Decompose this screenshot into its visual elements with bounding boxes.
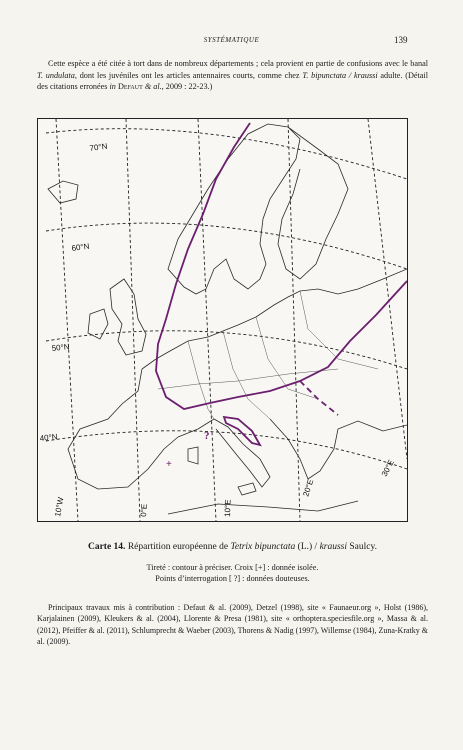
legend-line-2: Points d’interrogation [ ?] : données douteuses. [155,574,310,583]
references-paragraph [37,602,428,648]
running-title: SYSTÉMATIQUE [203,36,260,44]
lon-line-10w [56,119,78,521]
range-dashed-line [300,381,338,415]
range-italy [224,417,260,445]
caption-text-2: (L.) / [295,542,320,552]
africa-coast [168,501,358,514]
intro-text-2: , dont les juvéniles ont les articles antennaires courts, comme chez [74,70,303,80]
caption-author: Saulcy. [347,542,378,552]
caption-text-1: Répartition européenne de [125,542,231,552]
graticule [46,119,407,521]
finland-coast [278,127,348,279]
intro-text-3: adulte. (Détail des citations erronées [37,70,428,92]
lat-label-60: 60°N [71,241,90,253]
page-number: 139 [394,35,408,45]
intro-etal: & al. [144,82,162,92]
iceland-coast [48,181,78,203]
range-outline [156,123,407,445]
lat-label-70: 70°N [89,141,108,153]
coastlines [48,124,407,514]
distribution-map [37,118,408,522]
range-main-line [156,123,407,409]
intro-text-1: Cette espèce a été citée à tort dans de nombreux départements ; cela provient en partie de confusions avec le banal [48,59,428,68]
border-2 [223,331,270,419]
lat-line-40 [46,431,407,469]
intro-text-4: , 2009 : 22-23.) [161,82,213,92]
britain-coast [110,279,146,355]
sicily-coast [238,483,256,495]
legend-line-1: Tireté : contour à préciser. Croix [+] : donnée isolée. [146,563,319,572]
lat-line-50 [46,331,407,369]
lat-line-70 [46,129,407,179]
intro-in: in [109,82,116,92]
lon-label-10w: 10°W [53,496,66,518]
corsica-coast [188,447,198,464]
intro-author: Defaut [117,82,143,92]
lon-line-10e [198,119,216,521]
border-5 [158,369,338,389]
lon-line-20e [288,119,300,521]
lon-label-0e: 0°E [139,503,149,518]
lat-line-60 [46,223,407,269]
references-text: Principaux travaux mis à contribution : Defaut & al. (2009), Detzel (1998), site « Faunaeur.org », Holst (1986), Karjalainen (2009), Kleukers & al. (2004), Llorente & Presa (1981), site « orthoptera.speciesfile.org », Massa & al. (2012), Pfeiffer & al. (2011), Schlumprecht & Waeber (2003), Thorens & Nadig (1997), Willemse (1984), Zuna-Kratky & al. (2009). [37,603,428,647]
doubtful-marker: ? [204,430,210,442]
lon-label-20e: 20°E [301,478,316,498]
scandinavia-coast [168,124,300,294]
species-undulata: T. undulata [37,70,75,80]
border-3 [256,317,318,399]
lon-label-30e: 30°E [379,458,396,478]
caption-label: Carte 14. [87,542,126,552]
lat-label-50: 50°N [51,342,70,353]
map-legend [37,562,428,584]
caption-species: Tetrix bipunctata [230,542,296,552]
intro-paragraph [37,58,428,93]
map-svg [38,119,407,521]
isolated-record-cross: + [166,459,172,470]
borders [158,291,378,419]
lat-label-40: 40°N [39,432,58,443]
species-bipunctata: T. bipunctata / kraussi [302,70,378,80]
lon-line-30e [368,119,407,459]
lon-line-0 [126,119,140,521]
map-caption [37,542,428,552]
border-4 [300,291,378,369]
italy-coast [178,419,270,487]
lon-label-10e: 10°E [223,499,233,518]
caption-species-2: kraussi [319,542,348,552]
